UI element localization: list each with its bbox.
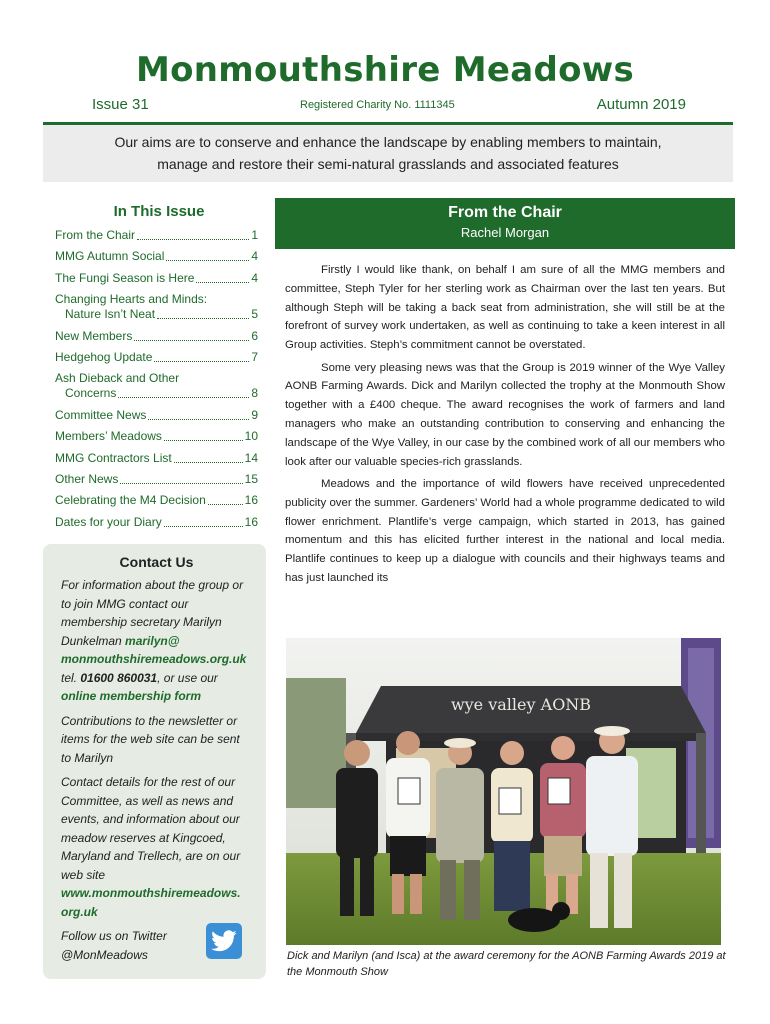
toc-item-page: 4: [251, 270, 258, 285]
toc-item[interactable]: [55, 350, 258, 365]
toc-leader-dots: [164, 440, 243, 441]
contact-title: Contact Us: [119, 554, 194, 570]
contributions-text: Contributions to the newsletter or items for the web site can be sent to Marilyn: [61, 713, 240, 765]
article-paragraph: Meadows and the importance of wild flowers have received unprecedented publicity over the summer. Gardeners’ World had a whole programme dedicated to wild flower enrichment. Plantlife’s verge campaign, which started in 2013, has gained momentum and this has elicited further interest in the national and local media. Plantlife continues to keep up a dialogue with councils and their highways teams and has just launched its: [285, 477, 725, 584]
tel-suffix: , or use our: [157, 670, 218, 685]
website-part-2: org.uk: [61, 904, 98, 919]
phone-number: 01600 860031: [80, 670, 158, 685]
toc-item[interactable]: [55, 515, 258, 530]
toc-item[interactable]: [55, 371, 258, 401]
article-paragraph: Firstly I would like thank, on behalf I am sure of all the MMG members and committee, Steph Tyler for her sterling work as Chairman over the last ten years. But although Steph will be taking a back seat from administration, she will still be at the forefront of survey work undertaken, as well as continuing to take a keen interest in all Group activities. Steph’s commitment cannot be overstated.: [285, 264, 725, 352]
twitter-handle[interactable]: @MonMeadows: [61, 947, 148, 962]
issue-number: Issue 31: [92, 96, 149, 113]
toc-item[interactable]: [55, 271, 258, 286]
tel-prefix: tel.: [61, 670, 78, 685]
toc-item-page: 6: [251, 328, 258, 343]
toc-leader-dots: [148, 419, 249, 420]
toc-leader-dots: [118, 397, 249, 398]
article-body: [285, 261, 725, 591]
toc-leader-dots: [164, 526, 243, 527]
toc-item-title: MMG Autumn Social: [55, 249, 165, 264]
toc-leader-dots: [196, 282, 249, 283]
twitter-text: [61, 927, 167, 964]
toc-item[interactable]: [55, 451, 258, 466]
toc-leader-dots: [137, 239, 249, 240]
contact-intro: For information about the group or to join MMG contact our membership secretary Marilyn Dunkelman: [61, 578, 244, 648]
table-of-contents: [55, 228, 258, 536]
article-heading: From the Chair: [448, 204, 562, 221]
toc-item-title: Other News: [55, 471, 119, 486]
toc-item-page: 16: [244, 493, 258, 508]
toc-item-page: 4: [251, 249, 258, 264]
toc-item-page: 16: [244, 514, 258, 529]
toc-item-title: Nature Isn’t Neat: [65, 307, 156, 322]
toc-leader-dots: [208, 504, 243, 505]
toc-item[interactable]: [55, 329, 258, 344]
toc-item-page: 8: [251, 386, 258, 401]
aims-banner: [43, 122, 733, 182]
toc-item-title: Concerns: [65, 386, 117, 401]
toc-item-title: MMG Contractors List: [55, 450, 172, 465]
toc-leader-dots: [157, 318, 249, 319]
toc-leader-dots: [134, 340, 249, 341]
toc-item-title: The Fungi Season is Here: [55, 270, 195, 285]
email-part-1: marilyn@: [125, 633, 180, 648]
toc-item-page: 7: [251, 349, 258, 364]
email-part-2: monmouthshiremeadows.org.uk: [61, 652, 247, 666]
toc-item[interactable]: [55, 228, 258, 243]
toc-item[interactable]: [55, 249, 258, 264]
website-link[interactable]: [61, 886, 241, 919]
toc-item-title: Celebrating the M4 Decision: [55, 493, 206, 508]
aims-line-2: manage and restore their semi-natural grasslands and associated features: [157, 156, 619, 172]
twitter-line-1: Follow us on Twitter: [61, 929, 167, 943]
photo-caption: Dick and Marilyn (and Isca) at the award ceremony for the AONB Farming Awards 2019 at the Monmouth Show: [287, 950, 726, 978]
website-part-1: www.monmouthshiremeadows.: [61, 886, 241, 900]
membership-form-link[interactable]: online membership form: [61, 689, 202, 703]
toc-item-title-line1: Changing Hearts and Minds:: [55, 292, 208, 307]
article-header: [275, 198, 735, 249]
issue-season: Autumn 2019: [596, 96, 686, 113]
toc-item-page: 1: [251, 228, 258, 242]
toc-item-title: Members’ Meadows: [55, 429, 162, 444]
photo-banner-text: wye valley AONB: [450, 695, 592, 714]
toc-item-page: 14: [244, 450, 258, 465]
toc-item[interactable]: [55, 493, 258, 508]
toc-item[interactable]: [55, 472, 258, 487]
newsletter-title: Monmouthshire Meadows: [135, 50, 635, 90]
toc-item-page: 5: [251, 307, 258, 322]
twitter-bird-icon[interactable]: [206, 923, 242, 959]
toc-item-page: 9: [251, 407, 258, 422]
contact-box: [43, 544, 266, 979]
toc-leader-dots: [120, 483, 242, 484]
aims-line-1: Our aims are to conserve and enhance the landscape by enabling members to maintain,: [114, 134, 662, 150]
toc-item-title: Hedgehog Update: [55, 349, 153, 364]
toc-item-page: 10: [244, 429, 258, 444]
toc-item-title: From the Chair: [55, 228, 136, 242]
toc-leader-dots: [154, 361, 249, 362]
twitter-row: [61, 927, 252, 964]
toc-leader-dots: [174, 462, 243, 463]
award-ceremony-photo: [286, 638, 721, 945]
committee-contact-text: [61, 773, 252, 921]
charity-number: Registered Charity No. 1111345: [300, 99, 455, 111]
toc-item-title: New Members: [55, 328, 133, 343]
article-author: Rachel Morgan: [460, 225, 550, 240]
contact-info-text: [61, 576, 252, 706]
toc-item-page: 15: [244, 471, 258, 486]
toc-leader-dots: [166, 260, 249, 261]
masthead: [0, 50, 770, 90]
toc-item-title: Committee News: [55, 407, 147, 422]
toc-title: In This Issue: [113, 203, 205, 220]
toc-item[interactable]: [55, 429, 258, 444]
toc-item-title-line1: Ash Dieback and Other: [55, 371, 180, 386]
toc-item[interactable]: [55, 292, 258, 322]
committee-contact-body: Contact details for the rest of our Committee, as well as news and events, and information about our meadow reserves at Kingcoed, Maryland and Trellech, are on our web site: [61, 775, 241, 882]
article-paragraph: Some very pleasing news was that the Group is 2019 winner of the Wye Valley AONB Farming Awards. Dick and Marilyn collected the trophy at the Monmouth Show together with a £400 cheque. The award recognises the work of farmers and land managers who make an outstanding contribution to conserving and enhancing the landscape of the Wye Valley, in our case by the combined work of all our members who look after our valuable species-rich grasslands.: [285, 361, 725, 468]
toc-item-title: Dates for your Diary: [55, 514, 162, 529]
toc-item[interactable]: [55, 408, 258, 423]
